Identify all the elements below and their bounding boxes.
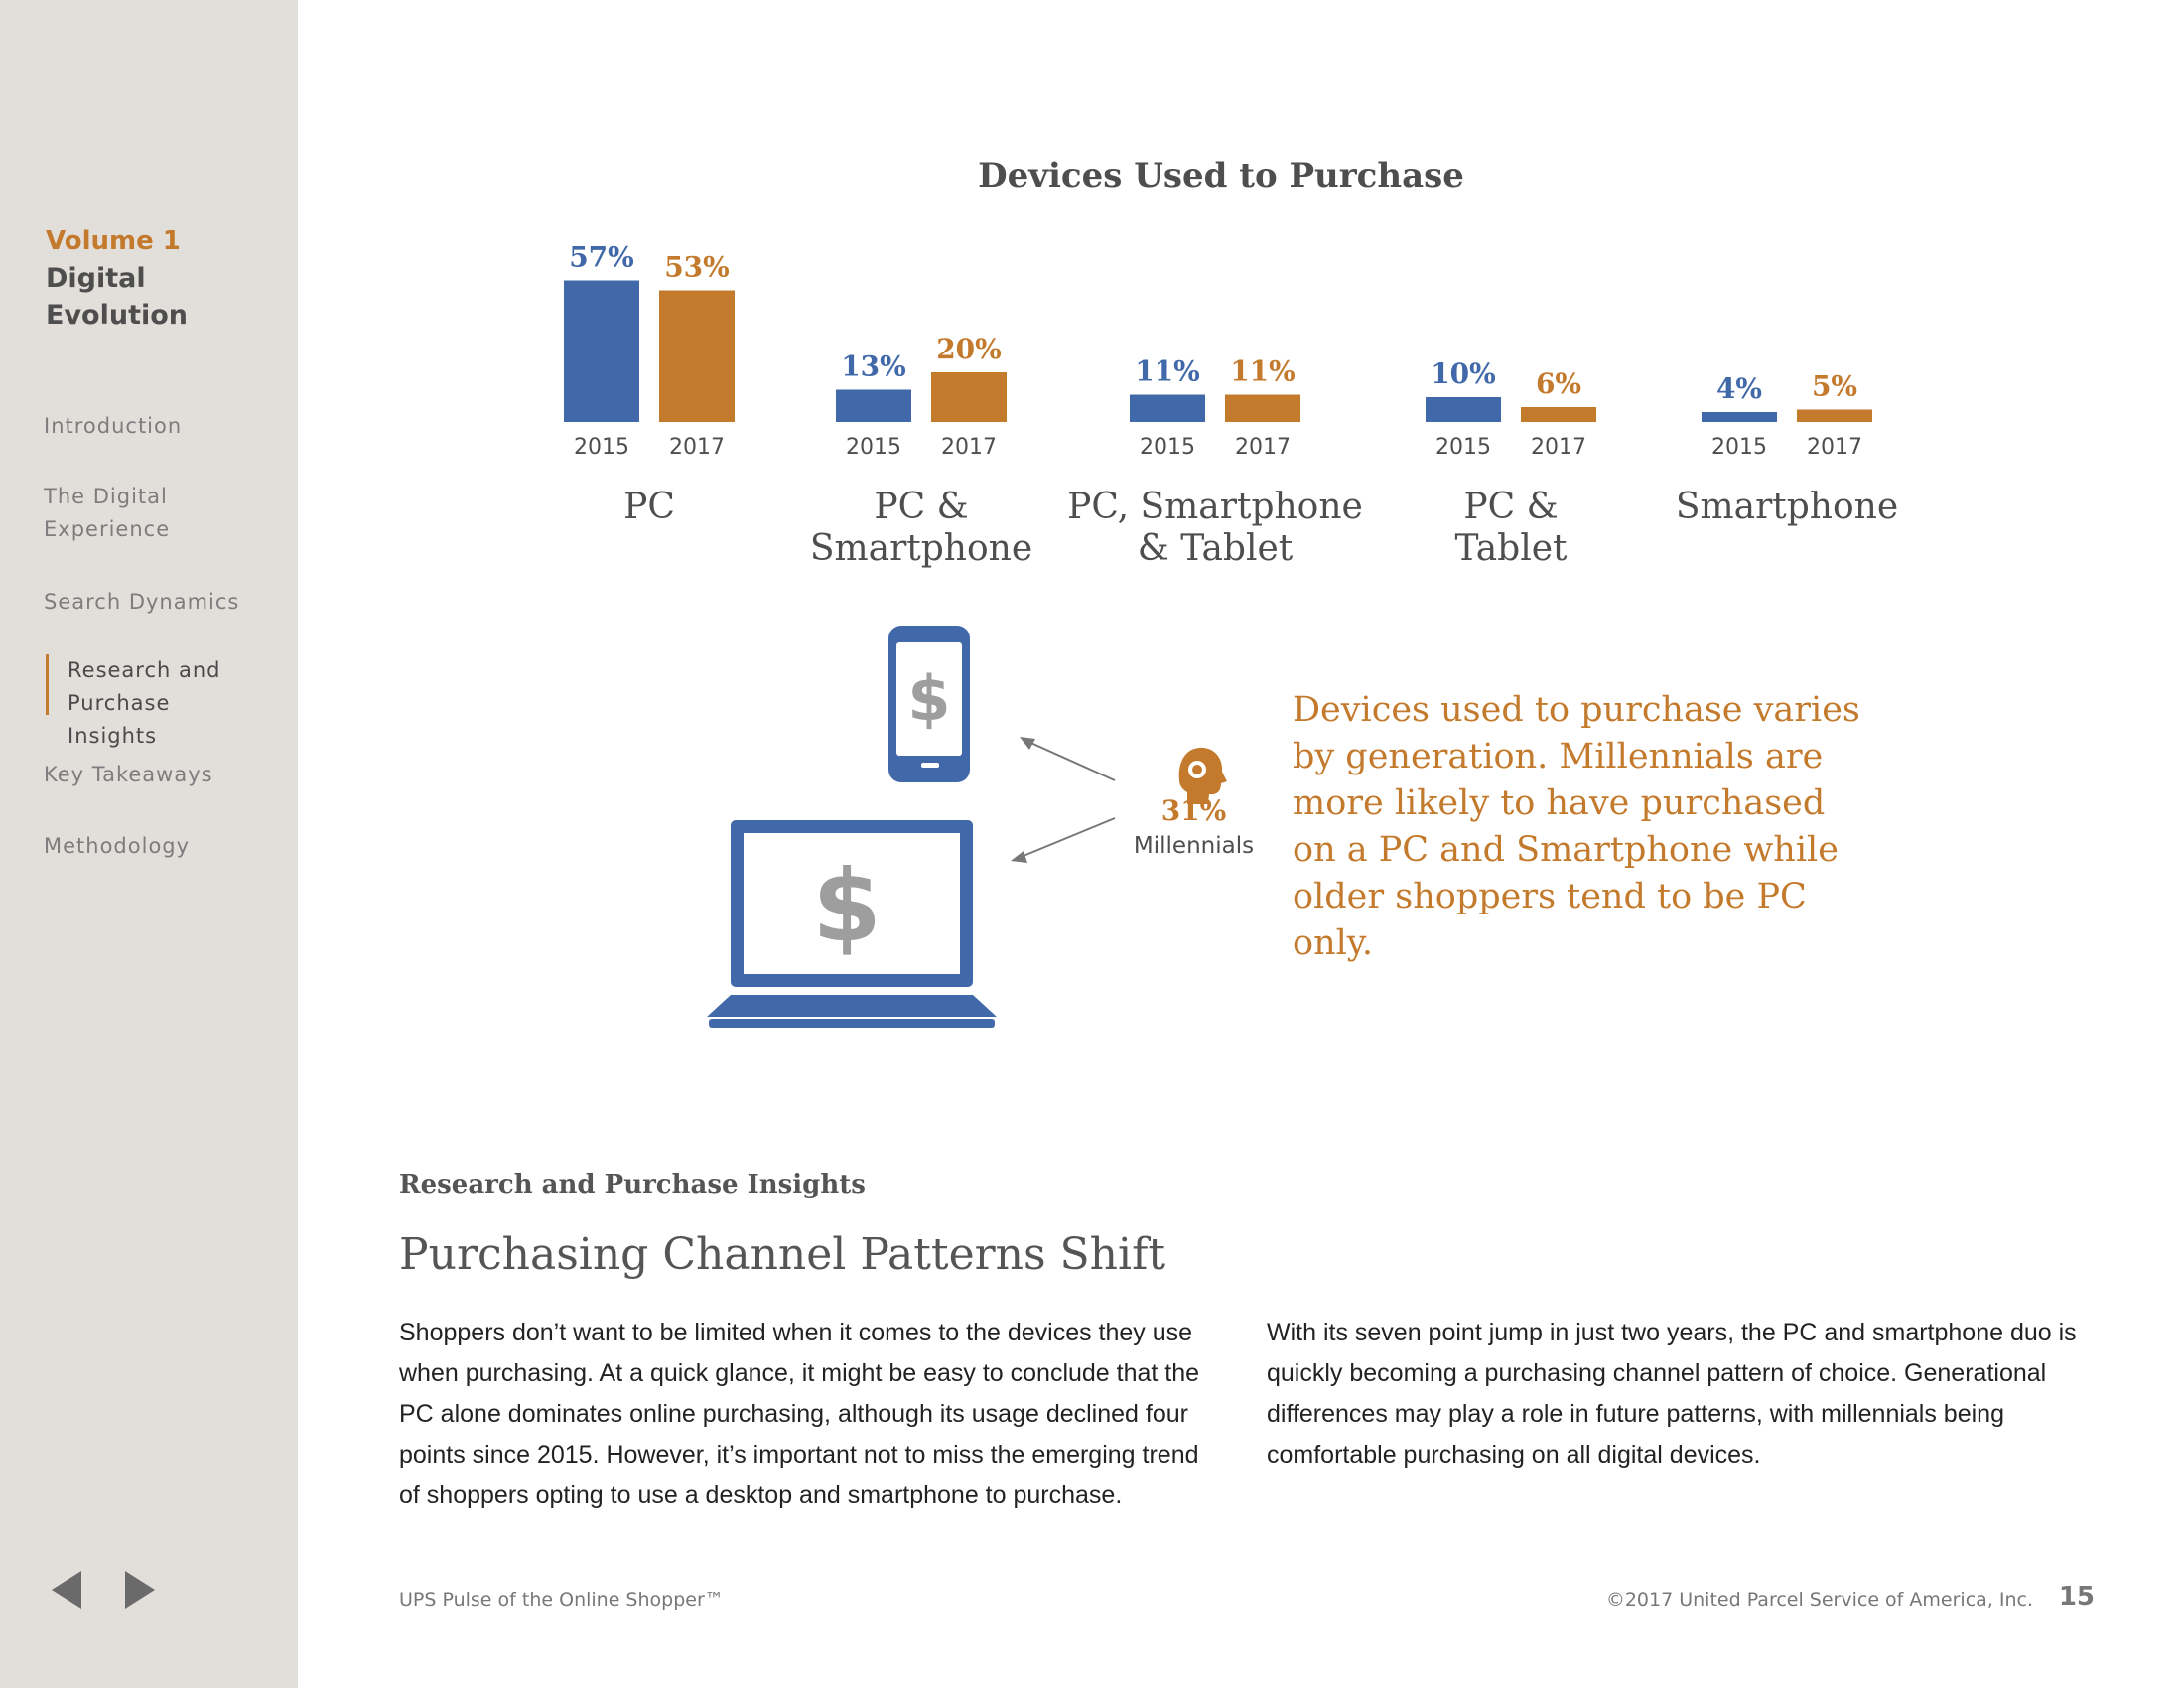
year-label-2015-3: 2015: [1435, 435, 1491, 460]
category-label-0-0: PC: [623, 487, 675, 527]
bars-group: [564, 241, 1898, 570]
laptop-icon: [707, 820, 997, 1028]
category-label-1-1: Smartphone: [809, 528, 1033, 569]
data-label-2015-1: 13%: [841, 350, 906, 383]
page-number: 15: [2058, 1582, 2095, 1612]
nav-introduction[interactable]: Introduction: [44, 414, 183, 438]
millennials-label: Millennials: [1133, 833, 1255, 859]
category-label-2-0: PC, Smartphone: [1067, 487, 1363, 527]
nav-research-purchase-insights[interactable]: Research and Purchase Insights: [68, 658, 221, 748]
category-label-2-1: & Tablet: [1137, 528, 1294, 569]
bar-2015-3: [1426, 397, 1501, 422]
category-label-3-1: Tablet: [1454, 528, 1568, 569]
nav-key-takeaways[interactable]: Key Takeaways: [44, 763, 213, 786]
arrows-group: [1011, 737, 1115, 863]
nav-search-dynamics[interactable]: Search Dynamics: [44, 590, 240, 614]
data-label-2017-0: 53%: [664, 250, 730, 284]
year-label-2015-0: 2015: [574, 435, 629, 460]
laptop-dollar-sign: $: [812, 848, 882, 964]
year-label-2017-3: 2017: [1531, 435, 1586, 460]
category-label-3-0: PC &: [1463, 487, 1559, 527]
smartphone-icon: [888, 626, 970, 782]
bar-2017-0: [659, 291, 735, 423]
footer-publication: UPS Pulse of the Online Shopper™: [399, 1589, 724, 1611]
data-label-2017-1: 20%: [936, 333, 1002, 365]
body-column-1: Shoppers don’t want to be limited when it comes to the devices they use when purchasing. At a quick glance, it might be easy to conclude that the PC alone dominates online purchasing, although its usage declined four points since 2015. However, it’s important not to miss the emerging trend of shoppers opting to use a desktop and smartphone to purchase.: [399, 1319, 1200, 1509]
chart-title: Devices Used to Purchase: [978, 156, 1464, 196]
data-label-2017-3: 6%: [1535, 367, 1582, 400]
year-label-2017-4: 2017: [1807, 435, 1862, 460]
data-label-2017-2: 11%: [1230, 354, 1296, 388]
volume-title: Digital Evolution: [46, 263, 189, 331]
year-label-2015-4: 2015: [1711, 435, 1767, 460]
year-label-2015-1: 2015: [846, 435, 901, 460]
bar-2015-2: [1130, 395, 1205, 423]
prev-page-icon[interactable]: [52, 1571, 81, 1609]
data-label-2015-3: 10%: [1431, 357, 1496, 390]
page-heading: Purchasing Channel Patterns Shift: [399, 1229, 1166, 1280]
footer-copyright: ©2017 United Parcel Service of America, Inc.: [1605, 1589, 2033, 1611]
category-label-4-0: Smartphone: [1675, 487, 1899, 527]
bar-2015-1: [836, 390, 911, 423]
arrow-to-phone: [1026, 741, 1115, 780]
category-label-1-0: PC &: [874, 487, 969, 527]
bar-2017-4: [1797, 410, 1872, 423]
bar-2017-3: [1521, 407, 1596, 422]
body-column-2: With its seven point jump in just two years, the PC and smartphone duo is quickly becoming a purchasing channel pattern of choice. Generational differences may play a role in future patterns, with millennials being comfortable purchasing on all digital devices.: [1267, 1319, 2077, 1469]
year-label-2017-0: 2017: [669, 435, 725, 460]
data-label-2015-2: 11%: [1135, 354, 1200, 388]
section-label: Research and Purchase Insights: [399, 1170, 866, 1199]
nav-methodology[interactable]: Methodology: [44, 834, 191, 858]
year-label-2015-2: 2015: [1140, 435, 1195, 460]
data-label-2015-4: 4%: [1715, 372, 1763, 405]
next-page-icon[interactable]: [125, 1571, 155, 1609]
year-label-2017-1: 2017: [941, 435, 997, 460]
bar-2017-1: [931, 372, 1007, 422]
millennials-percent: 31%: [1160, 794, 1227, 827]
data-label-2017-4: 5%: [1811, 369, 1858, 403]
bar-2015-4: [1702, 412, 1777, 422]
bar-2015-0: [564, 281, 639, 423]
phone-dollar-sign: $: [907, 662, 951, 735]
nav-digital-experience[interactable]: The Digital Experience: [44, 485, 171, 541]
generation-callout: Devices used to purchase varies by generation. Millennials are more likely to have purchased on a PC and Smartphone while older shoppers tend to be PC only.: [1293, 690, 1860, 963]
year-label-2017-2: 2017: [1235, 435, 1291, 460]
data-label-2015-0: 57%: [569, 240, 634, 274]
bar-2017-2: [1225, 395, 1300, 423]
volume-label: Volume 1: [46, 226, 181, 256]
arrow-to-laptop: [1019, 818, 1115, 858]
arrowhead-laptop-icon: [1011, 851, 1027, 863]
